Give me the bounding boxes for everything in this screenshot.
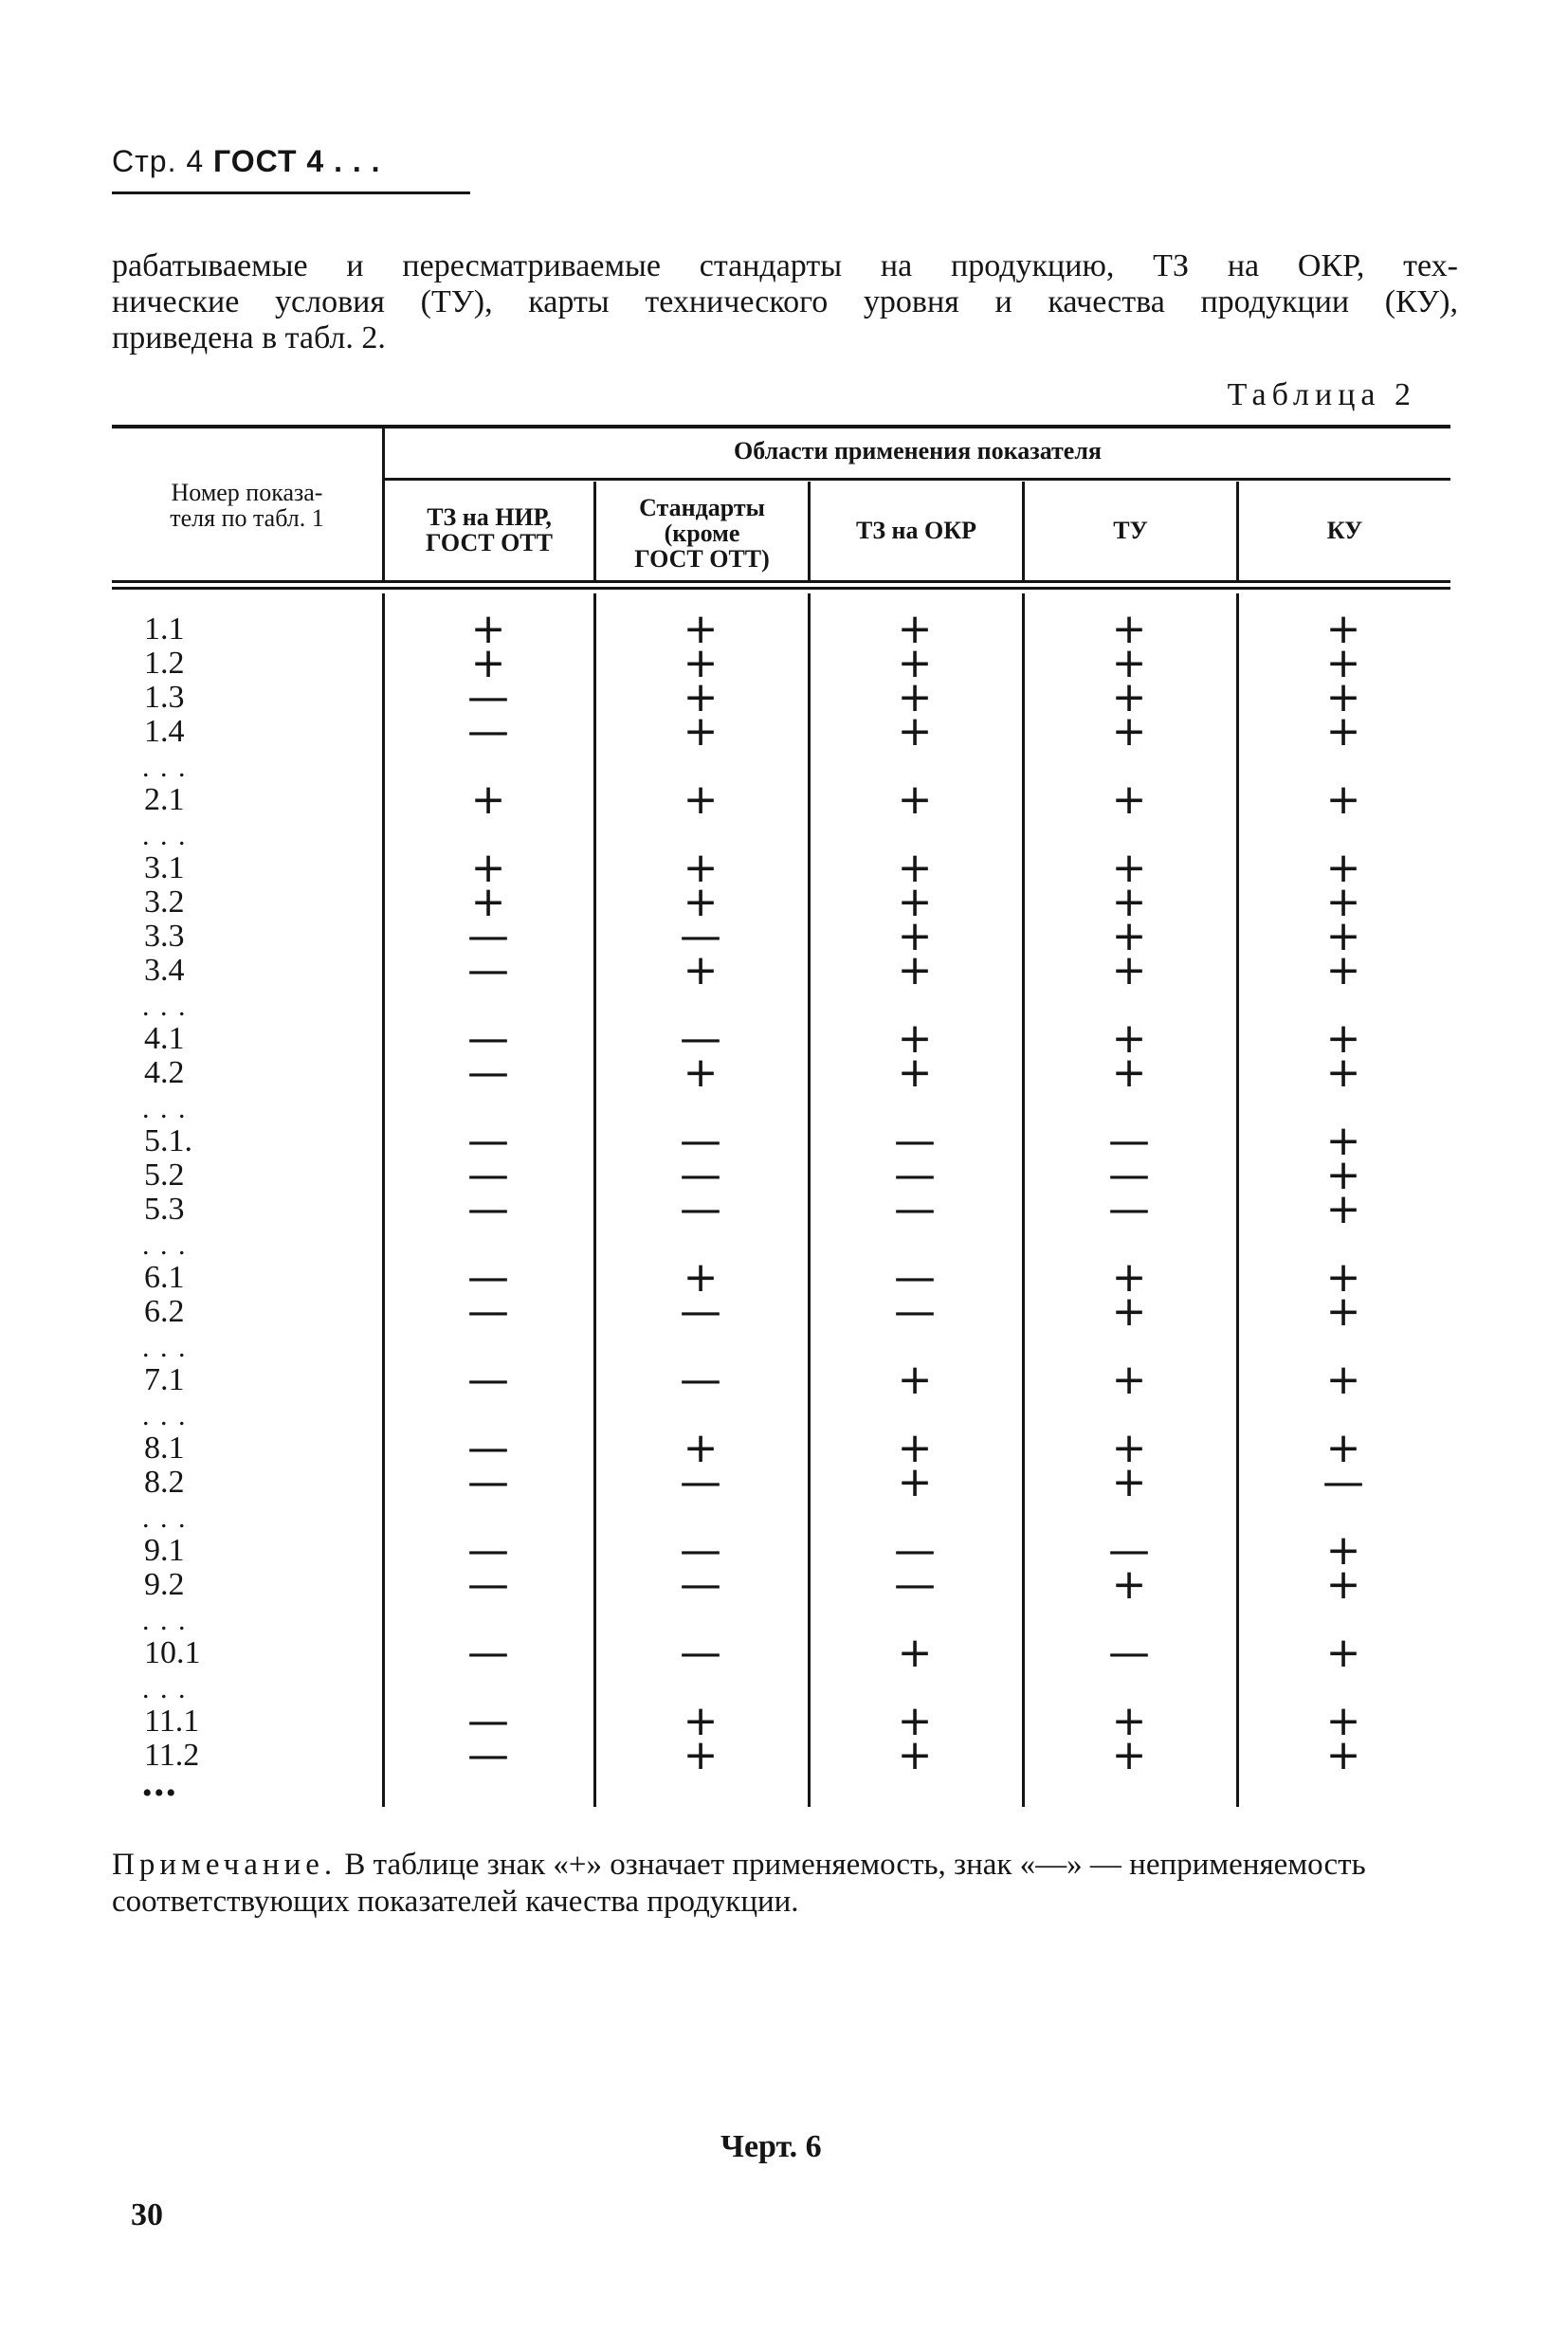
applicable-mark: + — [1325, 1526, 1361, 1575]
applicable-mark: + — [470, 605, 506, 653]
applicable-mark: + — [1325, 707, 1361, 756]
row-label: 1.3 — [144, 680, 185, 715]
applicable-mark: + — [1325, 946, 1361, 994]
group-separator: . . . — [142, 1400, 188, 1431]
row-label: 9.2 — [144, 1567, 185, 1602]
applicable-mark: + — [897, 912, 933, 960]
intro-line: приведена в табл. 2. — [112, 320, 386, 355]
not-applicable-mark: — — [467, 1287, 509, 1336]
applicable-mark: + — [1111, 1014, 1147, 1063]
row-label: 3.1 — [144, 850, 185, 885]
not-applicable-mark: — — [894, 1560, 936, 1609]
table-caption: Таблица 2 — [1227, 377, 1416, 412]
header-underline — [112, 191, 470, 194]
column-header-line: ТЗ на ОКР — [855, 517, 976, 544]
not-applicable-mark: — — [467, 707, 509, 756]
body-vline — [382, 593, 385, 1807]
row-label: 10.1 — [144, 1635, 201, 1670]
not-applicable-mark: — — [680, 912, 721, 960]
applicable-mark: + — [1111, 912, 1147, 960]
row-label: 8.1 — [144, 1431, 185, 1466]
applicable-mark: + — [1325, 878, 1361, 926]
applicable-mark: + — [1111, 605, 1147, 653]
column-header-line: КУ — [1326, 517, 1363, 544]
row-label: 11.1 — [144, 1704, 200, 1739]
applicable-mark: + — [683, 1424, 719, 1472]
group-header-rule — [385, 478, 1450, 481]
row-label: 2.1 — [144, 782, 185, 817]
applicable-mark: + — [1111, 1458, 1147, 1506]
note-title: Примечание. — [112, 1848, 337, 1882]
applicable-mark: + — [1111, 1048, 1147, 1097]
applicable-mark: + — [683, 946, 719, 994]
row-label: 4.1 — [144, 1021, 185, 1056]
applicable-mark: + — [1325, 775, 1361, 824]
applicable-mark: + — [683, 605, 719, 653]
column-header-ku — [1239, 518, 1450, 543]
not-applicable-mark: — — [467, 1629, 509, 1677]
applicable-mark: + — [897, 673, 933, 721]
applicable-mark: + — [1111, 1356, 1147, 1404]
group-separator: . . . — [142, 1673, 188, 1704]
column-header-line: Стандарты — [639, 494, 765, 521]
applicable-mark: + — [1111, 1731, 1147, 1779]
applicable-mark: + — [683, 1697, 719, 1745]
table-note — [112, 1847, 1458, 1921]
applicable-mark: + — [1111, 707, 1147, 756]
not-applicable-mark: — — [467, 1356, 509, 1404]
not-applicable-mark: — — [1108, 1629, 1150, 1677]
applicable-mark: + — [1111, 1253, 1147, 1302]
column-header-line: ТУ — [1113, 517, 1148, 544]
applicable-mark: + — [1325, 1151, 1361, 1199]
not-applicable-mark: — — [894, 1287, 936, 1336]
not-applicable-mark: — — [894, 1253, 936, 1302]
applicable-mark: + — [683, 878, 719, 926]
applicable-mark: + — [470, 775, 506, 824]
not-applicable-mark: — — [894, 1185, 936, 1233]
group-separator: . . . — [142, 1093, 188, 1124]
not-applicable-mark: — — [680, 1458, 721, 1506]
applicable-mark: + — [683, 639, 719, 687]
applicable-mark: + — [897, 878, 933, 926]
row-number-header-line: теля по табл. 1 — [170, 504, 324, 532]
row-label: 5.1. — [144, 1123, 192, 1158]
group-separator: . . . — [142, 1230, 188, 1261]
column-header-line: ГОСТ ОТТ) — [634, 545, 770, 573]
not-applicable-mark: — — [1322, 1458, 1364, 1506]
not-applicable-mark: — — [467, 1731, 509, 1779]
row-label: 11.2 — [144, 1738, 200, 1773]
not-applicable-mark: — — [1108, 1151, 1150, 1199]
applicable-mark: + — [1111, 775, 1147, 824]
applicable-mark: + — [1325, 1424, 1361, 1472]
not-applicable-mark: — — [467, 1697, 509, 1745]
not-applicable-mark: — — [467, 1253, 509, 1302]
header-bottom-rule — [112, 580, 1450, 583]
not-applicable-mark: — — [894, 1117, 936, 1165]
intro-line: нические условия (ТУ), карты технического уровня и качества продукции (КУ), — [112, 284, 1458, 319]
row-label: 1.1 — [144, 611, 185, 647]
not-applicable-mark: — — [467, 1560, 509, 1609]
applicable-mark: + — [683, 707, 719, 756]
applicable-mark: + — [897, 1697, 933, 1745]
applicable-mark: + — [1325, 1117, 1361, 1165]
applicable-mark: + — [1325, 844, 1361, 892]
applicable-mark: + — [1111, 1287, 1147, 1336]
page-header — [112, 144, 381, 179]
column-header-line: ТЗ на НИР, — [427, 503, 552, 531]
not-applicable-mark: — — [467, 673, 509, 721]
row-number-header — [112, 480, 382, 531]
applicable-mark: + — [1325, 1048, 1361, 1097]
not-applicable-mark: — — [467, 1424, 509, 1472]
not-applicable-mark: — — [1108, 1185, 1150, 1233]
applicable-mark: + — [1325, 673, 1361, 721]
applicable-mark: + — [683, 673, 719, 721]
not-applicable-mark: — — [680, 1560, 721, 1609]
column-header-tz-okr — [811, 518, 1022, 543]
page-number: 30 — [131, 2197, 163, 2233]
intro-line: рабатываемые и пересматриваемые стандарты на продукцию, ТЗ на ОКР, тех- — [112, 248, 1458, 283]
row-label: 9.1 — [144, 1533, 185, 1568]
row-label: 7.1 — [144, 1362, 185, 1397]
not-applicable-mark: — — [680, 1287, 721, 1336]
intro-paragraph — [112, 248, 1458, 356]
applicable-mark: + — [1325, 639, 1361, 687]
note-text: В таблице знак «+» означает применяемость, знак «—» — неприменяемость соответствующих показателей качества продукции. — [112, 1848, 1366, 1919]
row-label: 4.2 — [144, 1055, 185, 1090]
applicable-mark: + — [897, 844, 933, 892]
column-header-line: (кроме — [664, 519, 740, 547]
applicable-mark: + — [683, 844, 719, 892]
header-bottom-rule-double — [112, 587, 1450, 590]
row-label: 8.2 — [144, 1465, 185, 1500]
not-applicable-mark: — — [680, 1117, 721, 1165]
group-separator: . . . — [142, 820, 188, 851]
group-separator: . . . — [142, 1503, 188, 1534]
applicable-mark: + — [1111, 1560, 1147, 1609]
applicable-mark: + — [1111, 639, 1147, 687]
applicable-mark: + — [1325, 912, 1361, 960]
page-header-gost: ГОСТ 4 . . . — [213, 144, 381, 178]
not-applicable-mark: — — [894, 1526, 936, 1575]
applicable-mark: + — [897, 1014, 933, 1063]
not-applicable-mark: — — [467, 1014, 509, 1063]
row-label: 6.2 — [144, 1294, 185, 1329]
row-number-header-line: Номер показа- — [171, 479, 323, 506]
applicable-mark: + — [897, 946, 933, 994]
body-vline — [593, 593, 596, 1807]
applicable-mark: + — [683, 775, 719, 824]
applicable-mark: + — [1325, 1560, 1361, 1609]
applicable-mark: + — [1325, 605, 1361, 653]
row-label: 5.2 — [144, 1157, 185, 1193]
drawing-number: Черт. 6 — [720, 2129, 822, 2164]
body-vline — [1022, 593, 1025, 1807]
column-header-tu — [1025, 518, 1236, 543]
applicable-mark: + — [897, 775, 933, 824]
group-header: Области применения показателя — [734, 437, 1102, 465]
row-label: 1.2 — [144, 646, 185, 681]
not-applicable-mark: — — [680, 1185, 721, 1233]
body-vline — [808, 593, 811, 1807]
not-applicable-mark: — — [467, 912, 509, 960]
applicable-mark: + — [897, 707, 933, 756]
row-label: 3.3 — [144, 919, 185, 954]
applicable-mark: + — [683, 1253, 719, 1302]
not-applicable-mark: — — [680, 1526, 721, 1575]
column-header-line: ГОСТ ОТТ — [426, 529, 553, 556]
applicable-mark: + — [1325, 1629, 1361, 1677]
body-vline — [1236, 593, 1239, 1807]
applicable-mark: + — [1325, 1253, 1361, 1302]
table-end-marker: ••• — [142, 1777, 178, 1809]
applicable-mark: + — [897, 1458, 933, 1506]
applicable-mark: + — [1325, 1356, 1361, 1404]
applicable-mark: + — [897, 639, 933, 687]
applicable-mark: + — [897, 1629, 933, 1677]
table-top-rule — [112, 425, 1450, 428]
not-applicable-mark: — — [467, 1185, 509, 1233]
applicable-mark: + — [1325, 1731, 1361, 1779]
not-applicable-mark: — — [467, 946, 509, 994]
applicable-mark: + — [1325, 1287, 1361, 1336]
applicable-mark: + — [1111, 844, 1147, 892]
page-header-prefix: Стр. 4 — [112, 144, 205, 178]
group-separator: . . . — [142, 1605, 188, 1636]
not-applicable-mark: — — [680, 1629, 721, 1677]
applicable-mark: + — [1325, 1697, 1361, 1745]
applicable-mark: + — [1325, 1185, 1361, 1233]
row-label: 6.1 — [144, 1260, 185, 1295]
applicable-mark: + — [683, 1048, 719, 1097]
column-header-tz-nir — [385, 504, 593, 556]
applicable-mark: + — [1111, 1424, 1147, 1472]
applicable-mark: + — [1111, 946, 1147, 994]
group-separator: . . . — [142, 752, 188, 783]
not-applicable-mark: — — [467, 1117, 509, 1165]
not-applicable-mark: — — [680, 1151, 721, 1199]
applicable-mark: + — [897, 1048, 933, 1097]
group-separator: . . . — [142, 991, 188, 1022]
applicable-mark: + — [470, 844, 506, 892]
not-applicable-mark: — — [894, 1151, 936, 1199]
not-applicable-mark: — — [467, 1048, 509, 1097]
applicable-mark: + — [1111, 673, 1147, 721]
applicable-mark: + — [897, 605, 933, 653]
applicable-mark: + — [470, 878, 506, 926]
applicable-mark: + — [683, 1731, 719, 1779]
row-label: 5.3 — [144, 1192, 185, 1227]
applicable-mark: + — [470, 639, 506, 687]
row-label: 3.4 — [144, 953, 185, 988]
not-applicable-mark: — — [467, 1458, 509, 1506]
row-label: 1.4 — [144, 714, 185, 749]
applicable-mark: + — [897, 1424, 933, 1472]
not-applicable-mark: — — [467, 1526, 509, 1575]
row-label: 3.2 — [144, 884, 185, 920]
not-applicable-mark: — — [467, 1151, 509, 1199]
applicable-mark: + — [897, 1731, 933, 1779]
applicable-mark: + — [1111, 878, 1147, 926]
not-applicable-mark: — — [1108, 1526, 1150, 1575]
group-separator: . . . — [142, 1332, 188, 1363]
not-applicable-mark: — — [680, 1356, 721, 1404]
column-header-standards — [596, 495, 808, 572]
applicable-mark: + — [1325, 1014, 1361, 1063]
applicable-mark: + — [897, 1356, 933, 1404]
not-applicable-mark: — — [1108, 1117, 1150, 1165]
not-applicable-mark: — — [680, 1014, 721, 1063]
applicable-mark: + — [1111, 1697, 1147, 1745]
